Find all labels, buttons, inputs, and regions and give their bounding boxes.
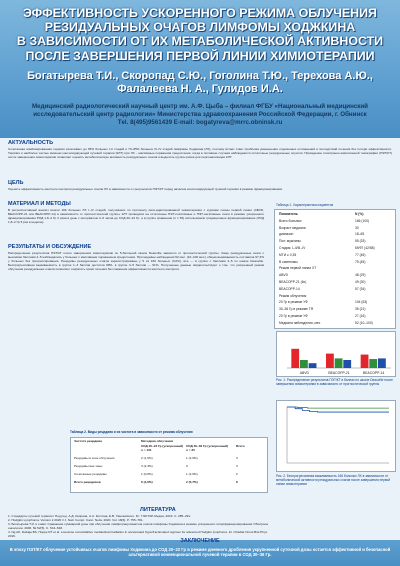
axes (287, 407, 389, 463)
table-row (277, 314, 393, 319)
reference-item: 2. Hodgkin Lymphoma. Version 2.2020 // J. Natl. Compr. Canc. Netw. 2020. Vol. 18(6). P. 755–781. (8, 517, 144, 522)
table-cell: 1 (2,9%) (186, 472, 198, 476)
table-cell: 3 (236, 464, 238, 468)
table-row (277, 287, 393, 292)
table-cell: 3 (2,3%) (141, 464, 153, 468)
table-row (277, 239, 393, 244)
table-cell-value: 27 (16) (355, 314, 366, 318)
table-cell: Рецидивы в зоне облучения (74, 456, 115, 460)
table-cell-value: 77 (46) (355, 252, 366, 257)
aim-heading: ЦЕЛЬ (8, 180, 24, 186)
table-row (277, 219, 393, 224)
poster-title (10, 6, 390, 63)
table-header-cell: СОД 30–36 Гр (ускоренный) n = 35 (186, 444, 229, 452)
patients-table (274, 209, 396, 329)
figure2-chart (276, 400, 396, 472)
table-cell-label: Показатель (279, 212, 298, 216)
x-tick-label: BEACOPP-21 (328, 371, 350, 375)
results-heading: РЕЗУЛЬТАТЫ И ОБСУЖДЕНИЕ (8, 244, 92, 250)
table-row (277, 266, 393, 271)
table-cell: 1 (0,8%) (141, 472, 153, 476)
table-cell-value: 49 (30) (355, 280, 366, 284)
table-cell-value: 18–65 (355, 232, 365, 237)
table-cell: 8 (236, 480, 238, 484)
figure2-caption: Рис. 2. Беспрогрессивная выживаемость 166 больных ЛХ в зависимости от метаболической активности резидуальных очагов после завершения первой линии химиотерапии (276, 474, 391, 486)
bar (309, 363, 317, 368)
table-cell-value: 52 (10–100) (355, 320, 373, 325)
table-cell-value: 166 (100) (355, 218, 370, 223)
table-header-cell: СОД 20–22 Гр (ускоренный) n = 131 (141, 444, 184, 452)
bar (300, 360, 308, 368)
table-cell-value: 55 (33) (355, 239, 366, 244)
table-cell-label: Медиана наблюдения, мес (279, 320, 321, 325)
bar (378, 358, 386, 368)
table2-caption: Таблица 2. Виды рецидива и их частота в зависимости от режима облучения (70, 430, 193, 434)
table-cell: Сочетанные рецидивы (74, 472, 107, 476)
table-cell-value: 57 (34) (355, 286, 366, 291)
reference-item: 4. Ng AK, Dabaja BS, Hoppe RT et al. Low-dose consolidative mediastinal irradiation in accelerated hyperfractionated regimen for advanced Hodgkin lymphoma. Int J Radiat Oncol Biol Phys. 2016. (8, 529, 268, 538)
x-tick-label: ABVD (299, 371, 309, 375)
figure1-caption: Рис. 1. Распределение результатов ПЭТ/КТ в баллах по шкале Deauville после завершения химиотерапии в зависимости от прогностической группы (276, 378, 393, 386)
literature-heading: ЛИТЕРАТУРА (140, 507, 176, 513)
table-cell-value: 75 (45) (355, 259, 366, 264)
relapse-table (70, 437, 268, 493)
table-cell-value: N (%) (355, 212, 364, 216)
table-cell: 2 (1,5%) (141, 456, 153, 460)
table-cell: 2 (236, 472, 238, 476)
table-cell-label: МТИ ≥ 0,35 (279, 252, 297, 257)
table-cell-value: 104 (63) (355, 300, 368, 305)
affiliation-line-1: Медицинский радиологический научный центр им. А.Ф. Цыба – филиал ФГБУ «Национальный медицинский (31, 103, 368, 110)
table-cell-value: 35 (21) (355, 307, 366, 312)
table-row (277, 253, 393, 258)
bar (343, 360, 351, 368)
table-cell-label: BEACOPP-14 (279, 286, 300, 291)
poster-header (0, 0, 400, 138)
table-row (277, 280, 393, 285)
aim-text: Оценить эффективность местного контроля резидуальных очагов ЛХ в зависимости от результатов ПЭТ/КТ перед началом консолидирующей лучевой терапии в режиме фракционирования. (8, 187, 283, 191)
table-cell-label: Стадия: I–II/III–IV (279, 246, 306, 250)
table-cell: 1 (2,9%) (186, 456, 198, 460)
table-header-cell: Методика облучения (141, 439, 174, 443)
affiliation-line-2: исследовательский центр радиологии» Министерства здравоохранения Российской Федерации, г. Обнинск (33, 111, 367, 118)
reference-item: 3. Богатырева Т.И. и соавт. Сравнение суммарной дозы при облучении лимфогранулематоза очагов лимфомы Ходжкина в режиме ускоренного гиперфракционирования // Вопросы онкологии. 2006. № 52(5). С. 544–548. (8, 521, 269, 530)
table-cell-value: 30 (355, 225, 359, 230)
table-row (277, 212, 393, 217)
authors-line-2: Фалалеева Н. А., Гулидов И.А. (117, 83, 283, 95)
table-cell-label: диапазон (279, 232, 294, 237)
table-cell: 0 (186, 464, 188, 468)
bar (361, 355, 369, 368)
table-row (277, 226, 393, 231)
table-cell-label: BEACOPP-21 (6х) (279, 280, 307, 284)
table-cell-value: 48 (29) (355, 273, 366, 278)
contact-line: Тel. 8(495)9561439 E-mail: bogatyreva@mrrc.obninsk.ru (117, 119, 283, 126)
table-row (277, 294, 393, 299)
table-cell: 2 (5,7%) (186, 480, 198, 484)
title-line-3: В ЗАВИСИМОСТИ ОТ ИХ МЕТАБОЛИЧЕСКОЙ АКТИВНОСТИ (16, 34, 384, 49)
table-row (277, 300, 393, 305)
poster-affiliation (10, 103, 390, 127)
relevance-heading: АКТУАЛЬНОСТЬ (8, 140, 54, 146)
table-cell: 6 (4,6%) (141, 480, 153, 484)
table-cell-label: 20 Гр в режиме УФ (279, 314, 308, 318)
table-cell: Всего рецидивов (74, 480, 101, 484)
bar (335, 358, 343, 368)
table-row (277, 260, 393, 265)
title-line-2: РЕЗИДУАЛЬНЫХ ОЧАГОВ ЛИМФОМЫ ХОДЖКИНА (44, 20, 356, 35)
table-cell-value: 69/97 (42/58) (355, 246, 375, 250)
table-row (277, 232, 393, 237)
relevance-text: Сочетанная комбинированная терапия излечивает до 95% больных I–II стадий и 70–85% больных III–IV стадий лимфомы Ходжкина (ЛХ), поэтому встает ответ проблема уменьшения отдаленных осложнений и последствий лечения без потери эффективности. Терапия и наиболее частые мишени консолидирующей лучевой терапии (КЛТ) при ЛХ – массивные поражения средостения, когда в половине случаев наблюдаются остаточные резидуальные опухоли. Проведение позитронно-эмиссионной томографии (ПЭТ/КТ) после завершения химиотерапии позволяет оценить метаболическую активность резидуальных очагов и выделить группы риска для персонализации КЛТ. (8, 147, 392, 159)
deauville-bar-chart (277, 332, 395, 376)
table-header-cell: Частота рецидива (74, 439, 102, 443)
conclusion-heading: ЗАКЛЮЧЕНИЕ (180, 538, 220, 544)
poster-authors (10, 70, 390, 96)
bar (326, 354, 334, 368)
table-cell: 3 (236, 456, 238, 460)
bar (291, 349, 299, 368)
title-line-4: ПОСЛЕ ЗАВЕРШЕНИЯ ПЕРВОЙ ЛИНИИ ХИМИОТЕРАПИИ (25, 48, 375, 63)
figure1-chart (276, 331, 396, 377)
table-row (277, 321, 393, 326)
table-cell-label: Режим облучения (279, 293, 307, 298)
table-row (277, 273, 393, 278)
table-row (277, 307, 393, 312)
conclusion-text: В эпоху ПЭТ/КТ облучение устойчивых очагов лимфомы Ходжкина до СОД 20–22 Гр в режиме дневного дробления укрупненной суточной дозы остается эффективной и безопасной альтернативой конвенциональной лучевой терапии в СОД 30–36 Гр. (9, 547, 391, 558)
methods-heading: МАТЕРИАЛ И МЕТОДЫ (8, 201, 71, 207)
methods-text: В ретроспективный анализ вошли 166 больных ЛХ I–IV стадий, получивших по протоколу риск-адаптированной химиотерапии с курсами схемы первой линии (ABVD, BEACOPP-21 или BEACOPP-14) в зависимости от прогностической группы. КЛТ проводили на остаточные ПЭТ-позитивные и ПЭТ-негативные очаги в режиме ускоренного фракционирования РОД 1,8–2 Гр 2 раза в день с интервалом 4–6 часов до СОД 20–22 Гр, а в группе сравнения (n = 35) использовали традиционное фракционирование (РОД 1,8–2 Гр 5 раз в неделю). (8, 208, 264, 224)
table-cell-label: В симптомы (279, 259, 298, 264)
results-text: Распределение результатов ПЭТ/КТ после завершения химиотерапии по 5-балльной шкале Deauville зависело от прогностической группы. Чаще резидуальные очаги с высокими баллами 4–5 наблюдались у больных с массивным поражением средостения. При медиане наблюдения 52 мес. (10–100 мес.) общая выживаемость составила 97,3% у больных без прогрессирования. Рецидивы резидуальных очагов зарегистрированы у 5 из 166 больных (3,0%), все — в группе с баллами 4–5 по шкале Deauville. Беспрогрессивная выживаемость в группе 1–3 баллов достигла 98%, в группе 4–5 баллов — 91%. Полученные данные свидетельствуют о том, что ускоренный режим облучения резидуальных очагов позволяет сократить сроки лечения без снижения эффективности местного контроля. (8, 251, 264, 271)
table-cell-label: 30–36 Гр в режиме ТФ (279, 307, 314, 312)
table-row (277, 246, 393, 251)
table-header-cell: Всего (236, 444, 245, 448)
x-tick-label: BEACOPP-14 (363, 371, 385, 375)
literature-list (8, 515, 270, 538)
authors-line-1: Богатырева Т.И., Скоропад С.Ю., Гоголина Т.Ю., Терехова А.Ю., (27, 70, 373, 82)
reference-item: 1. Стандарты лучевой терапии / Под ред. А.Д. Каприна, А.А. Костина, Е.В. Хмелевского. М.: ГЭОТАР-Медиа, 2019. С. 285–291. (8, 514, 191, 518)
table-cell-label: Возраст медиана (279, 225, 306, 230)
table-cell-label: ABVD (279, 273, 288, 278)
bar (369, 359, 377, 368)
title-line-1: ЭФФЕКТИВНОСТЬ УСКОРЕННОГО РЕЖИМА ОБЛУЧЕНИЯ (23, 6, 377, 20)
table-cell-label: 20 Гр в режиме УФ (279, 300, 308, 305)
table1-caption: Таблица 1. Характеристика пациентов (276, 203, 334, 207)
table-cell-label: Пол: мужчины (279, 239, 301, 244)
table-cell-label: Режим первой линии ХТ (279, 266, 317, 271)
table-cell: Рецидивы вне зоны (74, 464, 103, 468)
table-cell-label: Всего больных (279, 218, 302, 223)
survival-line-chart (277, 401, 395, 471)
survival-curve (287, 407, 389, 408)
